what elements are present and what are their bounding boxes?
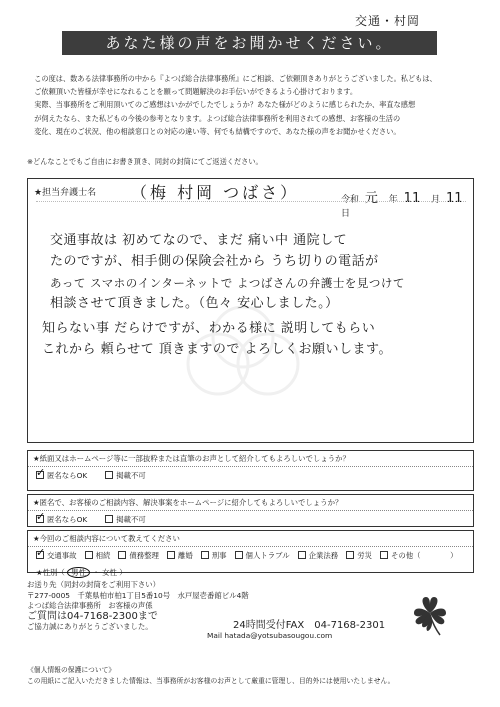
feedback-box <box>27 178 474 443</box>
intro-line: 変化、現在のご状況、他の相談窓口との対応の違い等、何でも結構ですので、あなた様の声をお聞かせください。 <box>34 126 401 136</box>
handwritten-message-line: 相談させて頂きました。（色々 安心しました。） <box>50 296 339 311</box>
privacy-heading: 《個人情報の保護について》 <box>27 666 116 674</box>
fax-number: 24時間受付FAX 04-7168-2301 <box>233 620 386 631</box>
question-publish-permission <box>27 450 474 491</box>
question-text: ★紙面又はホームページ等に一部抜粋または直筆のお声として紹介してもよろしいでしょうか？ <box>28 451 473 467</box>
handwritten-message-line: これから 頼らせて 頂きますので よろしくお願いします。 <box>42 342 392 357</box>
option-label: 掲載不可 <box>116 471 146 480</box>
gender-male-selected[interactable]: 男性 <box>67 567 90 578</box>
checkbox-icon[interactable] <box>298 551 306 559</box>
question-text: ★今回のご相談内容について教えてください <box>28 531 473 547</box>
option-label: 匿名ならOK <box>47 515 88 524</box>
option-label: 企業法務 <box>308 551 339 560</box>
option-corporate[interactable] <box>298 550 339 561</box>
question-options <box>28 511 473 528</box>
date-year-unit: 年 <box>388 195 398 205</box>
date-day: 11 <box>445 191 463 206</box>
question-consultation-type <box>27 530 474 577</box>
email-address: Mail hatada@yotsubasougou.com <box>207 631 333 640</box>
option-criminal[interactable] <box>201 550 227 561</box>
option-anonymous-ok[interactable] <box>36 470 87 481</box>
privacy-notice <box>27 665 474 687</box>
intro-line: ご依頼頂いた皆様が幸せになれることを願って問題解決のお手伝いができるよう心掛けております。 <box>34 87 358 97</box>
option-no-publish[interactable] <box>105 470 146 481</box>
checkbox-icon[interactable] <box>235 551 243 559</box>
gender-field: ★性別（ 男性 ・ 女性 ） <box>36 568 127 577</box>
checkbox-icon[interactable] <box>380 551 388 559</box>
option-debt[interactable] <box>118 550 159 561</box>
option-anonymous-ok[interactable] <box>36 514 87 525</box>
question-case-publish-permission <box>27 494 474 527</box>
checkbox-icon[interactable] <box>105 515 113 523</box>
checkbox-icon[interactable] <box>105 471 113 479</box>
option-workplace-accident[interactable] <box>346 550 372 561</box>
page-banner-title: あなた様の声をお聞かせください。 <box>62 31 437 55</box>
clover-logo-icon <box>412 595 448 637</box>
intro-line: この度は、数ある法律事務所の中から『よつば総合法律事務所』にご相談、ご依頼頂きありがとうございました。私どもは、 <box>34 74 437 83</box>
phone-number: ご質問は04-7168-2300まで <box>27 610 158 622</box>
option-personal-trouble[interactable] <box>235 550 290 561</box>
handwritten-message-line: 知らない事 だらけですが、わかる様に 説明してもらい <box>42 321 376 336</box>
intro-line: が伺えたなら、また私どもの今後の参考となります。よつば総合法律事務所を利用されての感想、お客様の生活の <box>34 113 401 123</box>
checkbox-icon[interactable] <box>346 551 354 559</box>
date-month: 11 <box>403 191 421 206</box>
question-text: ★匿名で、お客様のご相談内容、解決事案をホームページに紹介してもよろしいでしょうか？ <box>28 495 473 511</box>
handwritten-corner-note: 交通・村岡 <box>355 14 421 28</box>
divider <box>36 201 466 202</box>
gender-female[interactable]: 女性 <box>102 568 117 577</box>
handwritten-message-line: たのですが、相手側の保険会社から うち切りの電話が <box>50 254 379 269</box>
intro-text <box>27 72 475 138</box>
firm-department: よつば総合法律事務所 お客様の声係 <box>27 601 153 610</box>
option-divorce[interactable] <box>167 550 193 561</box>
date-month-unit: 月 <box>431 195 441 205</box>
option-label: 交通事故 <box>47 551 77 560</box>
option-label: 債務整理 <box>129 551 159 560</box>
lawyer-name-handwritten: （梅 村岡 つばさ） <box>131 183 300 202</box>
option-label: 掲載不可 <box>116 515 146 524</box>
instruction-note: ※どんなことでもご自由にお書き頂き、同封の封筒にてご返送ください。 <box>27 157 263 166</box>
checkbox-checked-icon[interactable] <box>36 515 44 523</box>
option-no-publish[interactable] <box>105 514 146 525</box>
category-options <box>28 547 473 564</box>
option-traffic-accident[interactable] <box>36 550 77 561</box>
gender-label: ★性別（ <box>36 568 65 577</box>
date-era: 令和 <box>341 195 360 205</box>
option-label: 相続 <box>95 551 111 560</box>
privacy-text: この用紙にご記入いただきました情報は、当事務所がお客様のお声として厳重に管理し、目的外には使用いたしません。 <box>27 677 395 685</box>
option-label: その他（ ） <box>390 551 458 560</box>
send-to-label: お送り先（同封の封筒をご利用下さい） <box>27 580 161 589</box>
intro-line: 実際、当事務所をご利用頂いてのご感想はいかがでしたでしょうか？あなた様がどのように感じられたか、率直な感想 <box>34 100 416 110</box>
thanks-text: ご協力誠にありがとうございました。 <box>27 622 153 631</box>
checkbox-icon[interactable] <box>118 551 126 559</box>
option-label: 刑事 <box>211 551 227 560</box>
checkbox-checked-icon[interactable] <box>36 551 44 559</box>
checkbox-icon[interactable] <box>85 551 93 559</box>
option-inheritance[interactable] <box>85 550 111 561</box>
date-day-unit: 日 <box>341 209 351 219</box>
date-year: 元 <box>364 191 378 206</box>
handwritten-message-line: あって スマホのインターネットで よつばさんの弁護士を見つけて <box>50 276 405 290</box>
date-field <box>341 187 473 219</box>
option-label: 個人トラブル <box>245 551 290 560</box>
gender-close: ） <box>119 568 127 577</box>
checkbox-icon[interactable] <box>201 551 209 559</box>
option-other[interactable] <box>380 550 458 561</box>
postal-address: 〒277-0005 千葉県柏市柏1丁目5番10号 水戸屋壱番館ビル4階 <box>27 590 249 600</box>
checkbox-checked-icon[interactable] <box>36 471 44 479</box>
option-label: 離婚 <box>177 551 193 560</box>
question-options <box>28 467 473 484</box>
checkbox-icon[interactable] <box>167 551 175 559</box>
lawyer-label: ★担当弁護士名 <box>34 188 97 198</box>
option-label: 匿名ならOK <box>47 471 88 480</box>
handwritten-message-line: 交通事故は 初めてなので、まだ 痛い中 通院して <box>50 233 348 248</box>
option-label: 労災 <box>357 551 372 560</box>
